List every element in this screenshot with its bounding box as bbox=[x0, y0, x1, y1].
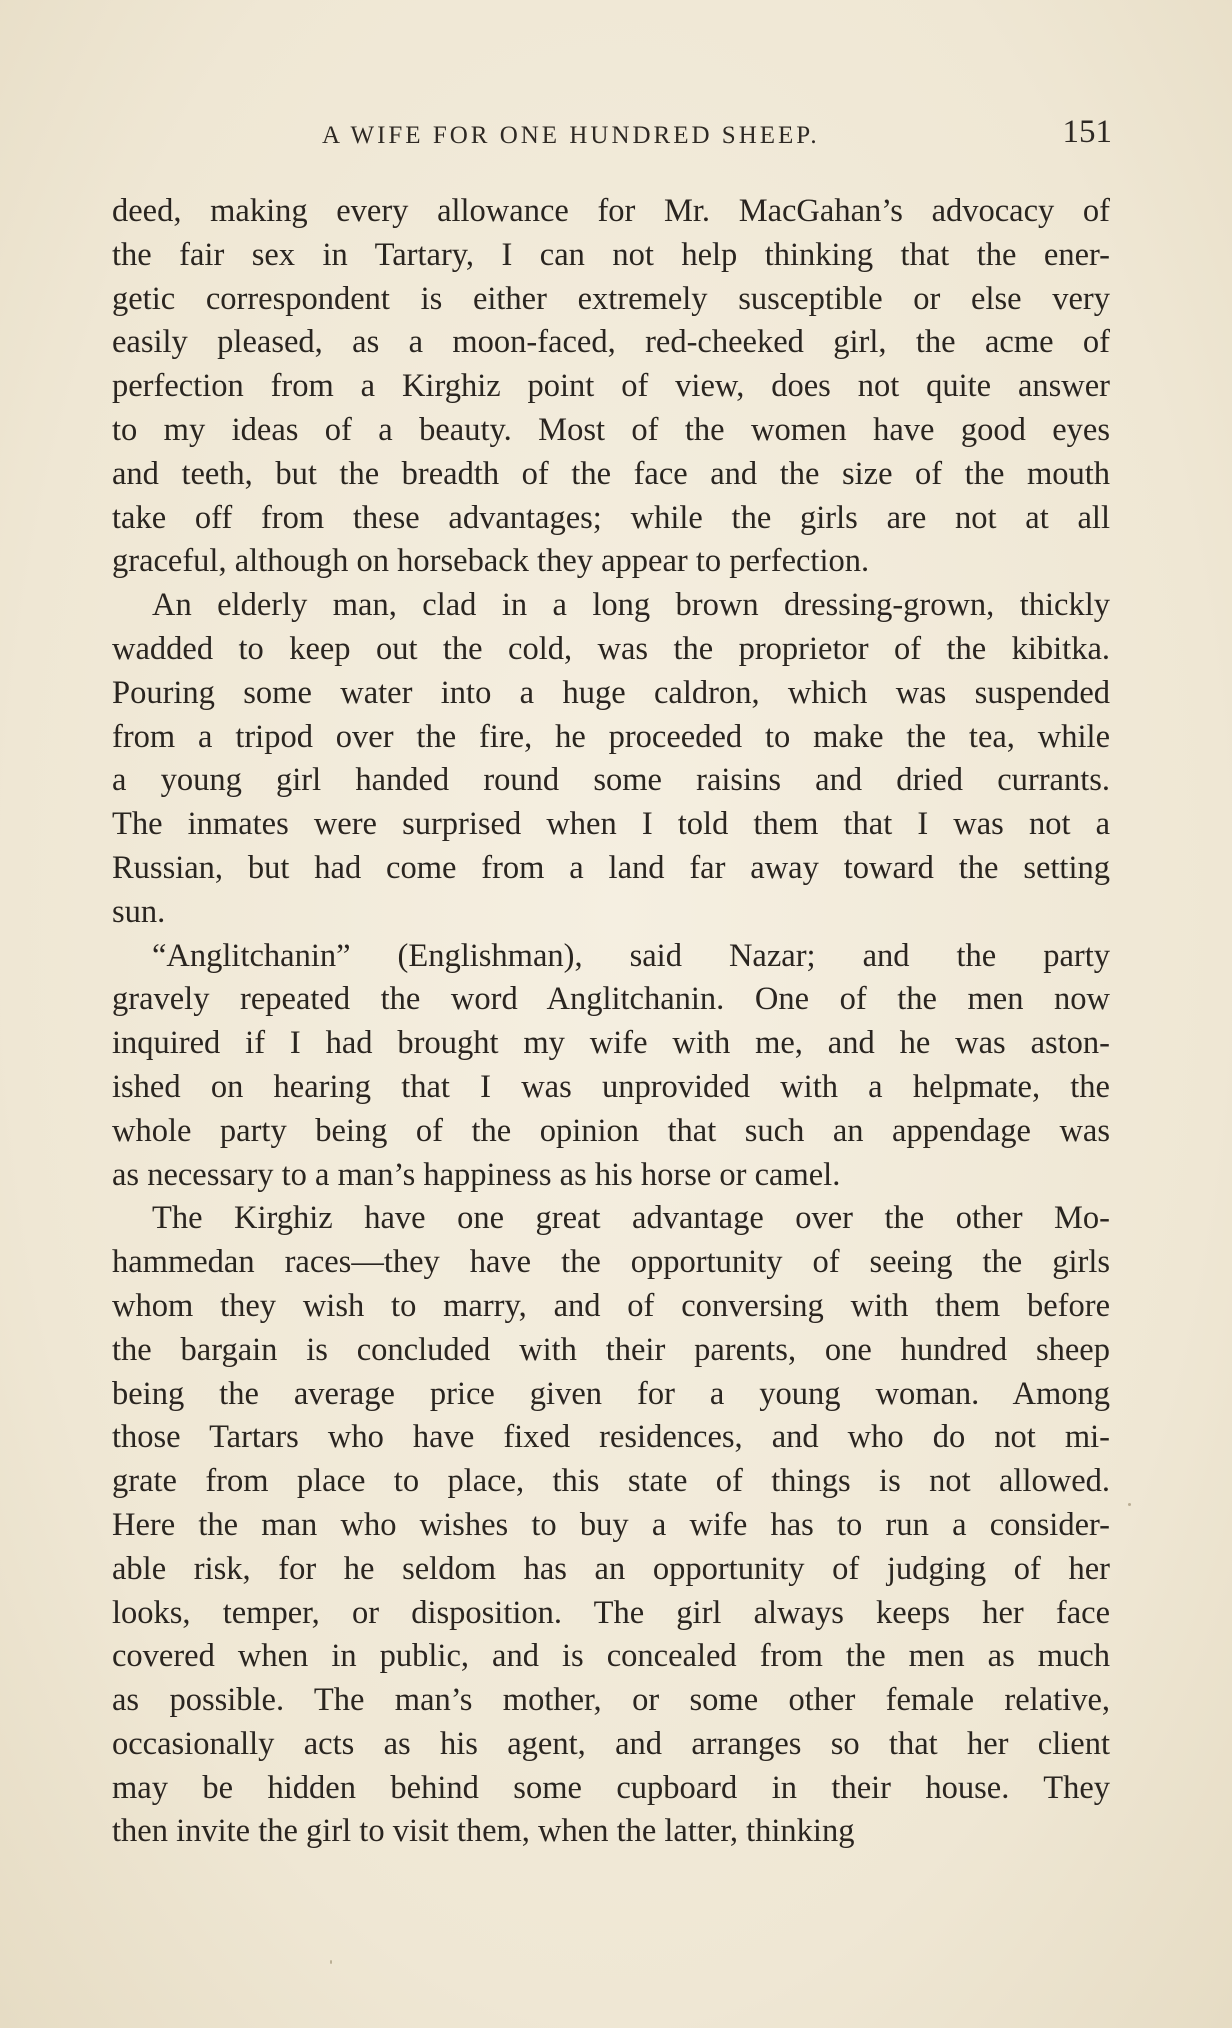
text-line: perfection from a Kirghiz point of view, does not quite answer bbox=[112, 368, 1110, 405]
text-line: hammedan races—they have the opportunity of seeing the girls bbox=[112, 1244, 1110, 1281]
text-line: An elderly man, clad in a long brown dressing-grown, thickly bbox=[152, 587, 1110, 624]
paper-speck bbox=[330, 1960, 332, 1964]
text-line: and teeth, but the breadth of the face and the size of the mouth bbox=[112, 455, 1110, 492]
text-line: Russian, but had come from a land far away toward the setting bbox=[112, 849, 1110, 886]
text-line: to my ideas of a beauty. Most of the women have good eyes bbox=[112, 411, 1110, 448]
text-line: ished on hearing that I was unprovided with a helpmate, the bbox=[112, 1068, 1110, 1105]
paragraph bbox=[112, 190, 1110, 584]
paragraph bbox=[112, 935, 1110, 1198]
page-number: 151 bbox=[1062, 114, 1112, 150]
text-line: wadded to keep out the cold, was the proprietor of the kibitka. bbox=[112, 630, 1110, 667]
text-line: being the average price given for a young woman. Among bbox=[112, 1375, 1110, 1412]
text-line: easily pleased, as a moon-faced, red-cheeked girl, the acme of bbox=[112, 324, 1110, 361]
text-line: as possible. The man’s mother, or some other female relative, bbox=[112, 1682, 1110, 1719]
text-line: grate from place to place, this state of things is not allowed. bbox=[112, 1463, 1110, 1500]
text-line: Here the man who wishes to buy a wife has to run a consider- bbox=[112, 1506, 1110, 1543]
text-line: The inmates were surprised when I told them that I was not a bbox=[112, 806, 1110, 843]
body-text bbox=[112, 190, 1110, 1854]
text-line: a young girl handed round some raisins and dried currants. bbox=[112, 762, 1110, 799]
text-line: take off from these advantages; while the girls are not at all bbox=[112, 499, 1110, 536]
text-line: as necessary to a man’s happiness as his horse or camel. bbox=[112, 1156, 841, 1193]
paragraph bbox=[112, 584, 1110, 934]
text-line: sun. bbox=[112, 893, 166, 930]
text-line: whom they wish to marry, and of conversing with them before bbox=[112, 1287, 1110, 1324]
text-line: graceful, although on horseback they appear to perfection. bbox=[112, 543, 870, 580]
text-line: may be hidden behind some cupboard in their house. They bbox=[112, 1769, 1110, 1806]
paragraph bbox=[112, 1197, 1110, 1854]
text-line: from a tripod over the fire, he proceeded to make the tea, while bbox=[112, 718, 1110, 755]
text-line: able risk, for he seldom has an opportunity of judging of her bbox=[112, 1550, 1110, 1587]
text-line: occasionally acts as his agent, and arranges so that her client bbox=[112, 1725, 1110, 1762]
text-line: looks, temper, or disposition. The girl always keeps her face bbox=[112, 1594, 1110, 1631]
running-head: A WIFE FOR ONE HUNDRED SHEEP. bbox=[322, 122, 820, 149]
text-line: then invite the girl to visit them, when the latter, thinking bbox=[112, 1813, 855, 1850]
text-line: Pouring some water into a huge caldron, which was suspended bbox=[112, 674, 1110, 711]
paper-speck bbox=[1128, 1503, 1131, 1506]
text-line: gravely repeated the word Anglitchanin. One of the men now bbox=[112, 981, 1110, 1018]
text-line: the fair sex in Tartary, I can not help thinking that the ener- bbox=[112, 236, 1110, 273]
text-line: covered when in public, and is concealed from the men as much bbox=[112, 1638, 1110, 1675]
page-header bbox=[112, 114, 1112, 158]
text-line: the bargain is concluded with their parents, one hundred sheep bbox=[112, 1331, 1110, 1368]
text-line: whole party being of the opinion that such an appendage was bbox=[112, 1112, 1110, 1149]
text-line: “Anglitchanin” (Englishman), said Nazar; and the party bbox=[152, 937, 1110, 974]
text-line: those Tartars who have fixed residences, and who do not mi- bbox=[112, 1419, 1110, 1456]
text-line: getic correspondent is either extremely susceptible or else very bbox=[112, 280, 1110, 317]
text-line: The Kirghiz have one great advantage over the other Mo- bbox=[152, 1200, 1110, 1237]
text-line: inquired if I had brought my wife with me, and he was aston- bbox=[112, 1025, 1110, 1062]
text-line: deed, making every allowance for Mr. MacGahan’s advocacy of bbox=[112, 193, 1110, 229]
